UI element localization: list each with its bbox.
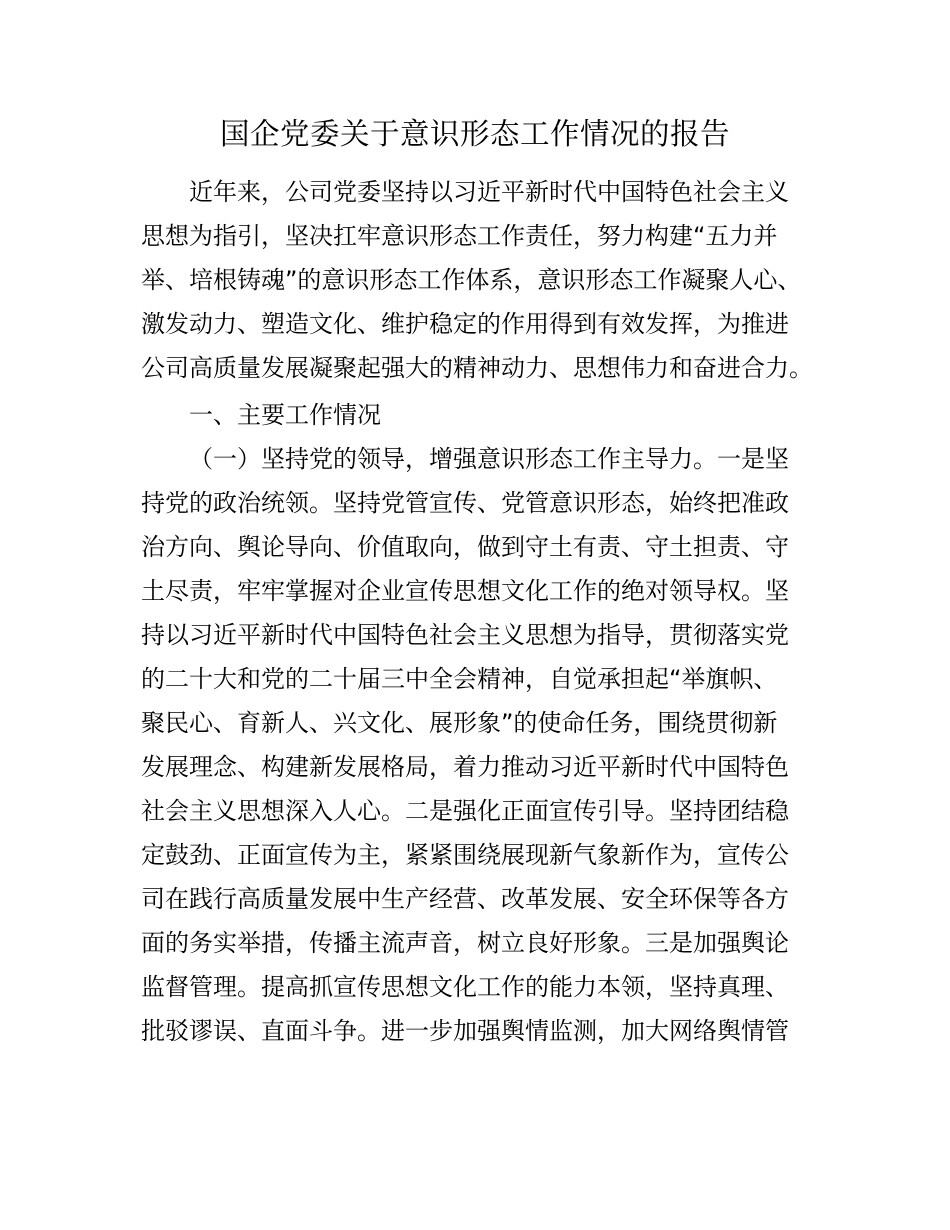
text-line: 批驳谬误、直面斗争。进一步加强舆情监测，加大网络舆情管 xyxy=(141,1017,789,1045)
text-line: 聚民心、育新人、兴文化、展形象”的使命任务，围绕贯彻新 xyxy=(141,709,778,737)
text-line: 持党的政治统领。坚持党管宣传、党管意识形态，始终把准政 xyxy=(141,489,789,517)
text-line: 公司高质量发展凝聚起强大的精神动力、思想伟力和奋进合力。 xyxy=(141,354,813,382)
text-line: 定鼓劲、正面宣传为主，紧紧围绕展现新气象新作为，宣传公 xyxy=(141,841,789,869)
text-line: 持以习近平新时代中国特色社会主义思想为指导，贯彻落实党 xyxy=(141,621,789,649)
text-line: 社会主义思想深入人心。二是强化正面宣传引导。坚持团结稳 xyxy=(141,797,789,825)
text-line: 发展理念、构建新发展格局，着力推动习近平新时代中国特色 xyxy=(141,753,789,781)
text-line: （一）坚持党的领导，增强意识形态工作主导力。一是坚 xyxy=(189,445,789,473)
paragraph-section-1 xyxy=(141,437,831,1053)
text-line: 面的务实举措，传播主流声音，树立良好形象。三是加强舆论 xyxy=(141,929,789,957)
text-line: 的二十大和党的二十届三中全会精神，自觉承担起“举旗帜、 xyxy=(141,665,778,693)
text-line: 激发动力、塑造文化、维护稳定的作用得到有效发挥，为推进 xyxy=(141,310,789,338)
document-title: 国企党委关于意识形态工作情况的报告 xyxy=(219,117,730,151)
text-line: 土尽责，牢牢掌握对企业宣传思想文化工作的绝对领导权。坚 xyxy=(141,577,789,605)
text-line: 治方向、舆论导向、价值取向，做到守土有责、守土担责、守 xyxy=(141,533,789,561)
text-line: 监督管理。提高抓宣传思想文化工作的能力本领，坚持真理、 xyxy=(141,973,789,1001)
paragraph-intro xyxy=(141,170,831,390)
text-line: 举、培根铸魂”的意识形态工作体系，意识形态工作凝聚人心、 xyxy=(141,266,802,294)
text-line: 近年来，公司党委坚持以习近平新时代中国特色社会主义 xyxy=(189,178,789,206)
text-line: 司在践行高质量发展中生产经营、改革发展、安全环保等各方 xyxy=(141,885,789,913)
text-line: 思想为指引，坚决扛牢意识形态工作责任，努力构建“五力并 xyxy=(141,222,778,250)
section-heading: 一、主要工作情况 xyxy=(189,401,381,429)
document-body xyxy=(141,170,831,1053)
